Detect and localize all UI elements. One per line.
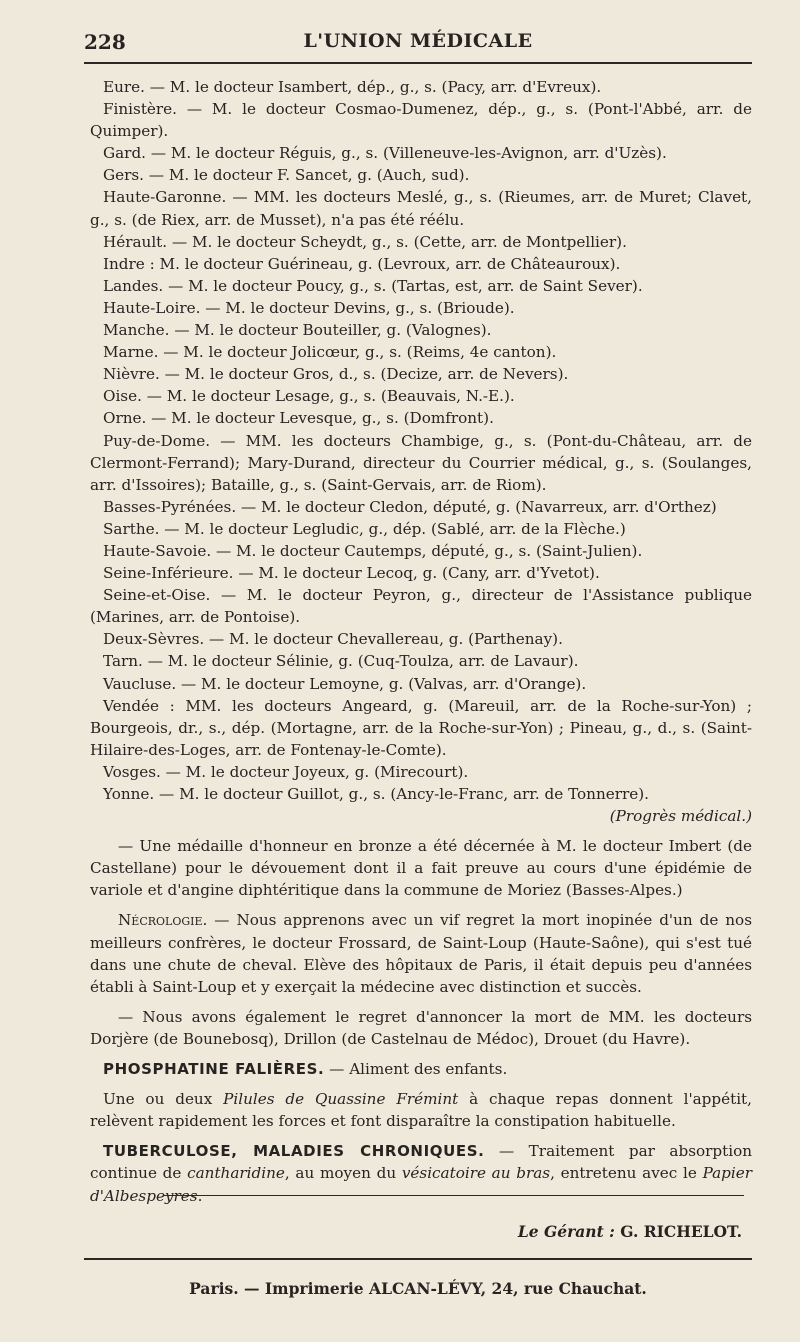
list-item: Gard. — M. le docteur Réguis, g., s. (Villeneuve-les-Avignon, arr. d'Uzès).: [103, 144, 667, 163]
list-item: Basses-Pyrénées. — M. le docteur Cledon, député, g. (Navarreux, arr. d'Orthez): [103, 497, 717, 516]
necrologie-label: Nécrologie.: [118, 911, 208, 930]
list-item: Marne. — M. le docteur Jolicœur, g., s. (Reims, 4e canton).: [103, 343, 557, 362]
medal-notice: — Une médaille d'honneur en bronze a été décernée à M. le docteur Imbert (de Castellane) pour le dévouement dont il a fait preuve au cours d'une épidémie de variole et d'angine diphtéritique dans la commune de Moriez (Basses-Alpes.): [90, 837, 752, 900]
list-item: Finistère. — M. le docteur Cosmao-Dumenez, dép., g., s. (Pont-l'Abbé, arr. de Quimper).: [90, 100, 752, 141]
article-body: [90, 76, 752, 1207]
ad-term: Papier d'Albespeyres: [90, 1164, 752, 1205]
ad-tuberculose-title: TUBERCULOSE, MALADIES CHRONIQUES.: [103, 1142, 485, 1161]
elected-list: [90, 76, 752, 827]
necrologie-text: — Nous apprenons avec un vif regret la mort inopinée d'un de nos meilleurs confrères, le docteur Frossard, de Saint-Loup (Haute-Saône), qui s'est tué dans une chute de cheval. Elève des hôpitaux de Paris, il était depuis peu d'années établi à Saint-Loup et y exerçait la médecine avec distinction et succès.: [90, 911, 752, 996]
ad-product-name: Pilules de Quassine Frémint: [223, 1090, 459, 1109]
list-item: Tarn. — M. le docteur Sélinie, g. (Cuq-Toulza, arr. de Lavaur).: [103, 652, 579, 671]
ad-term: vésicatoire au bras: [401, 1164, 551, 1183]
ad-text: à chaque repas donnent l'appétit, relèvent rapidement les forces et font disparaître la constipation habituelle.: [90, 1090, 752, 1131]
list-item: Seine-et-Oise. — M. le docteur Peyron, g., directeur de l'Assistance publique (Marines, arr. de Pontoise).: [90, 586, 752, 627]
list-item: Puy-de-Dome. — MM. les docteurs Chambige, g., s. (Pont-du-Château, arr. de Clermont-Ferrand); Mary-Durand, directeur du Courrier médical, g., s. (Soulanges, arr. d'Issoires); Bataille, g., s. (Saint-Gervais, arr. de Riom).: [90, 431, 752, 494]
ad-term: cantharidine: [187, 1164, 285, 1183]
ad-phosphatine-heading: [90, 1058, 752, 1080]
list-item: Landes. — M. le docteur Poucy, g., s. (Tartas, est, arr. de Saint Sever).: [103, 276, 643, 295]
list-item: Haute-Loire. — M. le docteur Devins, g., s. (Brioude).: [103, 298, 515, 317]
page-number: 228: [84, 30, 126, 54]
list-item: Indre : M. le docteur Guérineau, g. (Levroux, arr. de Châteauroux).: [103, 254, 621, 273]
ad-text: , au moyen du: [284, 1164, 402, 1183]
list-item: Haute-Savoie. — M. le docteur Cautemps, député, g., s. (Saint-Julien).: [103, 541, 643, 560]
ad-text: , entretenu avec le: [550, 1164, 703, 1183]
ad-text: Une ou deux: [103, 1090, 224, 1109]
list-item: Nièvre. — M. le docteur Gros, d., s. (Decize, arr. de Nevers).: [103, 365, 569, 384]
list-item: Eure. — M. le docteur Isambert, dép., g., s. (Pacy, arr. d'Evreux).: [103, 78, 602, 96]
list-item: Deux-Sèvres. — M. le docteur Chevallereau, g. (Parthenay).: [103, 630, 563, 649]
header-rule: [84, 62, 752, 64]
deaths-notice: — Nous avons également le regret d'annoncer la mort de MM. les docteurs Dorjère (de Bounebosq), Drillon (de Castelnau de Médoc), Drouet (du Havre).: [90, 1007, 752, 1048]
printer-imprint: Paris. — Imprimerie ALCAN-LÉVY, 24, rue Chauchat.: [189, 1279, 647, 1298]
footer-rule: [84, 1258, 752, 1260]
ad-text: — Traitement par absorption continue de: [90, 1142, 752, 1183]
gerant-signature: [90, 1222, 742, 1241]
ad-phosphatine-subtitle: — Aliment des enfants.: [324, 1060, 508, 1079]
ad-tuberculose: [90, 1140, 752, 1206]
necrologie-notice: [90, 909, 752, 997]
list-item: Hérault. — M. le docteur Scheydt, g., s. (Cette, arr. de Montpellier).: [103, 232, 627, 251]
list-item: Vaucluse. — M. le docteur Lemoyne, g. (Valvas, arr. d'Orange).: [103, 674, 587, 693]
list-item: Gers. — M. le docteur F. Sancet, g. (Auch, sud).: [103, 166, 470, 185]
ad-phosphatine-body: [90, 1088, 752, 1132]
page-header: [84, 30, 752, 60]
list-item: Oise. — M. le docteur Lesage, g., s. (Beauvais, N.-E.).: [103, 387, 515, 406]
list-item: Manche. — M. le docteur Bouteiller, g. (Valognes).: [103, 321, 492, 340]
list-item: Vendée : MM. les docteurs Angeard, g. (Mareuil, arr. de la Roche-sur-Yon) ; Bourgeois, dr., s., dép. (Mortagne, arr. de la Roche-sur-Yon) ; Pineau, g., d., s. (Saint-Hilaire-des-Loges, arr. de Fontenay-le-Comte).: [90, 696, 752, 759]
list-item: Seine-Inférieure. — M. le docteur Lecoq, g. (Cany, arr. d'Yvetot).: [103, 564, 600, 583]
gerant-name: G. RICHELOT.: [614, 1222, 742, 1241]
section-rule: [164, 1195, 744, 1196]
list-item: Sarthe. — M. le docteur Legludic, g., dép. (Sablé, arr. de la Flèche.): [103, 519, 626, 538]
list-item: Yonne. — M. le docteur Guillot, g., s. (Ancy-le-Franc, arr. de Tonnerre).: [103, 785, 649, 803]
list-item: Orne. — M. le docteur Levesque, g., s. (Domfront).: [103, 409, 494, 428]
ad-text: .: [197, 1186, 203, 1205]
running-title: L'UNION MÉDICALE: [303, 30, 533, 52]
list-item: Haute-Garonne. — MM. les docteurs Meslé, g., s. (Rieumes, arr. de Muret; Clavet, g., s. (de Riex, arr. de Musset), n'a pas été réélu.: [90, 188, 752, 229]
list-item: Vosges. — M. le docteur Joyeux, g. (Mirecourt).: [103, 762, 469, 781]
gerant-label: Le Gérant :: [517, 1222, 615, 1241]
ad-phosphatine-title: PHOSPHATINE FALIÈRES.: [103, 1060, 325, 1079]
source-citation: (Progrès médical.): [609, 807, 752, 826]
